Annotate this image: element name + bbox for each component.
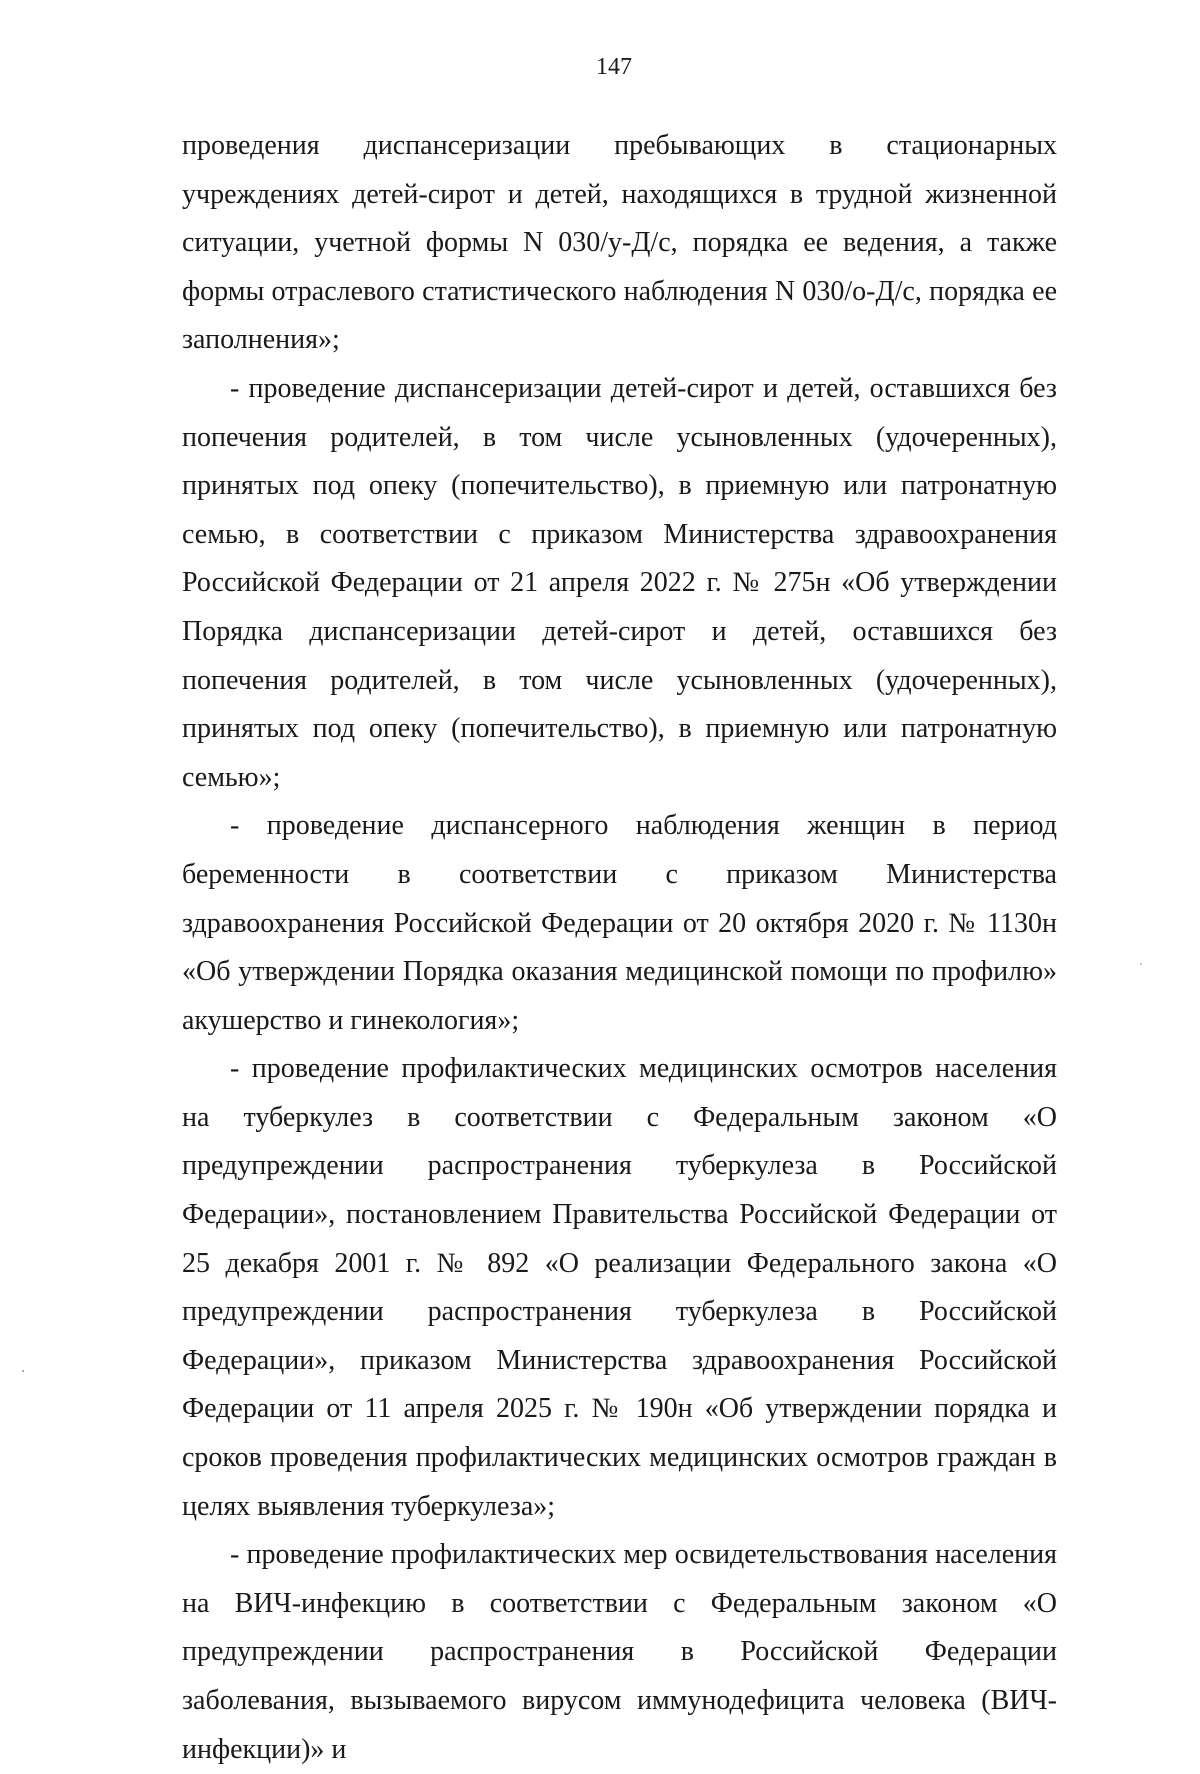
paragraph-tuberculosis-exams: - проведение профилактических медицинских осмотров населения на туберкулез в соответствии с Федеральным законом «О предупреждении распространения туберкулеза в Российской Федерации», постановлением Правительства Российской Федерации от 25 декабря 2001 г. № 892 «О реализации Федерального закона «О предупреждении распространения туберкулеза в Российской Федерации», приказом Министерства здравоохранения Российской Федерации от 11 апреля 2025 г. № 190н «Об утверждении порядка и сроков проведения профилактических медицинских осмотров граждан в целях выявления туберкулеза»; [182, 1053, 1057, 1522]
paragraph-hiv-screening: - проведение профилактических мер освидетельствования населения на ВИЧ-инфекцию в соответствии с Федеральным законом «О предупреждении распространения в Российской Федерации заболевания, вызываемого вирусом иммунодефицита человека (ВИЧ-инфекции)» и [182, 1539, 1057, 1765]
paragraph-continuation: проведения диспансеризации пребывающих в стационарных учреждениях детей-сирот и детей, находящихся в трудной жизненной ситуации, учетной формы N 030/у-Д/с, порядка ее ведения, а также формы отраслевого статистического наблюдения N 030/о-Д/с, порядка ее заполнения»; [182, 130, 1057, 356]
document-body [182, 122, 1057, 1774]
scan-speck [1140, 963, 1142, 965]
paragraph-orphan-dispensary: - проведение диспансеризации детей-сирот и детей, оставшихся без попечения родителей, в том числе усыновленных (удочеренных), принятых под опеку (попечительство), в приемную или патронатную семью, в соответствии с приказом Министерства здравоохранения Российской Федерации от 21 апреля 2022 г. № 275н «Об утверждении Порядка диспансеризации детей-сирот и детей, оставшихся без попечения родителей, в том числе усыновленных (удочеренных), принятых под опеку (попечительство), в приемную или патронатную семью»; [182, 372, 1057, 793]
scan-speck [22, 1370, 24, 1372]
paragraph-pregnancy-observation: - проведение диспансерного наблюдения женщин в период беременности в соответствии с приказом Министерства здравоохранения Российской Федерации от 20 октября 2020 г. № 1130н «Об утверждении Порядка оказания медицинской помощи по профилю» акушерство и гинекология»; [182, 810, 1057, 1036]
page-number: 147 [596, 54, 632, 80]
